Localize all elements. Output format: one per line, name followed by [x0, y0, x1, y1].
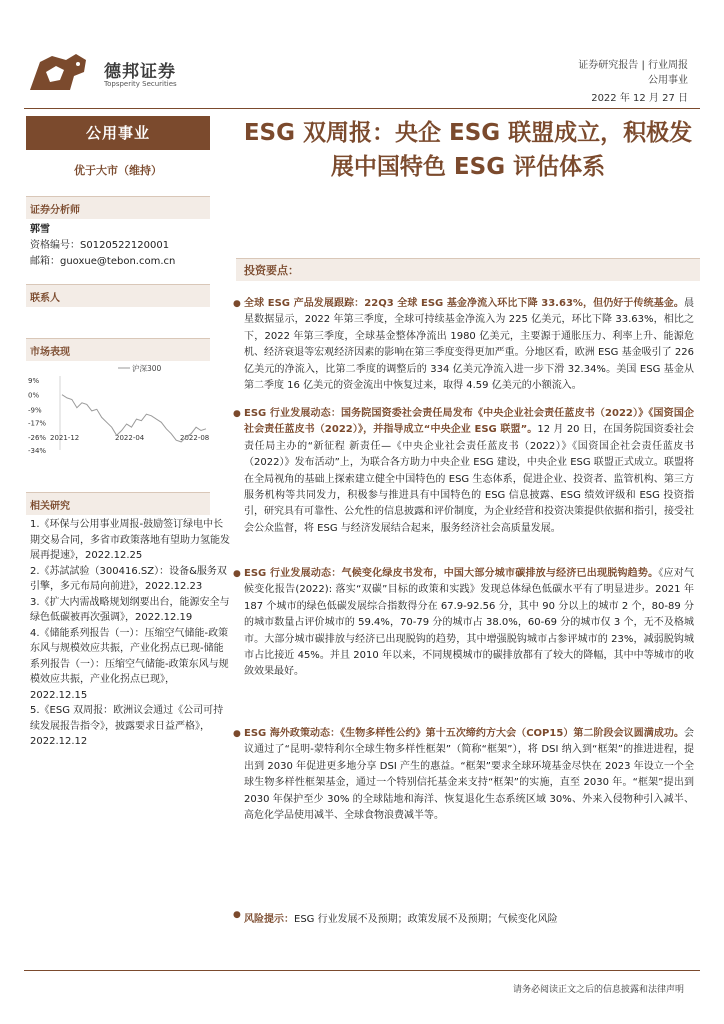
analyst-cert	[30, 236, 169, 251]
x-tick-label: 2021-12	[50, 434, 80, 442]
related-list	[30, 517, 230, 750]
x-tick-label: 2022-04	[115, 434, 145, 442]
related-item[interactable]: 4.《储能系列报告（一）：压缩空气储能-政策东风与规模效应共振，产业化拐点已现-储能系列报告（一）：压缩空气储能-政策东风与规模效应共振，产业化拐点已现》，2022.12.15	[30, 627, 229, 701]
report-type: 证券研究报告 | 行业周报	[578, 60, 688, 71]
key-point-body: 会议通过了“昆明-蒙特利尔全球生物多样性框架”（简称“框架”），将 DSI 纳入到“框架”的推进进程，提出到 2030 年促进更多地分享 DSI 产生的惠益。“框架”要求全球环境基金尽快在 2023 年设立一个全球生物多样性框架基金，通过一个特别信托基金来支持“框架”的实施，直至 2030 年。“框架”提出到 2030 年保护至少 30% 的全球陆地和海洋、恢复退化生态系统区域 30%、外来入侵物种引入减半、高危化学品使用减半、全球食物浪费减半等。	[244, 728, 694, 822]
analyst-cert-label: 资格编号：	[30, 240, 80, 251]
bullet-icon: ●	[233, 569, 241, 579]
analyst-email-label: 邮箱：	[30, 256, 60, 267]
related-item[interactable]: 3.《扩大内需战略规划纲要出台，能源安全与绿色低碳被再次强调》，2022.12.19	[30, 596, 230, 623]
key-point-body: 《应对气候变化报告(2022): 落实“双碳”目标的政策和实践》发现总体绿色低碳水平有了明显进步。2021 年 187 个城市的绿色低碳发展综合指数得分在 67.9-92.56 分，其中 90 分以上的城市 2 个，80-89 分的城市数量占评价城市的 59.4%，70-79 分的城市占 38.0%，60-69 分的城市仅 3 个，无不及格城市。大部分城市碳排放与经济已出现脱钩的趋势，其中增强脱钩城市占参评城市的 23%，减弱脱钩城市占比接近 45%。并且 2010 年以来，不同规模城市的碳排放都有了较大的降幅，其中中等城市的收敛效果最好。	[244, 568, 694, 678]
y-tick-label: 9%	[28, 377, 40, 385]
key-point-body: 12 月 20 日，在国务院国资委社会责任局主办的“新征程 新责任—《中央企业社会责任蓝皮书（2022）》《国资国企社会责任蓝皮书（2022）》发布活动”上，为联合各方助力中央企业 ESG 建设，中央企业 ESG 联盟正式成立。联盟将在全局视角的基础上探索建立健全中国特色的 ESG 生态体系，促进企业、投资者、监管机构、第三方服务机构等共同发力，积极参与推进具有中国特色的 ESG 信息披露、ESG 绩效评级和 ESG 投资指引，研究具有可靠性、公允性的信息披露和评价制度，为企业经营和投资决策提供依据和指引，接受社会公众监督，将 ESG 与经济发展结合起来，服务经济社会高质量发展。	[244, 424, 694, 534]
header-sector: 公用事业	[648, 75, 688, 86]
header-divider	[24, 108, 700, 109]
sector-box: 公用事业	[26, 116, 210, 150]
y-tick-label: -9%	[28, 406, 42, 415]
key-point-1	[233, 296, 694, 394]
bullet-icon: ●	[233, 409, 241, 419]
legend-label: 沪深300	[132, 364, 162, 373]
brand-name-cn: 德邦证券	[104, 62, 176, 82]
bullet-icon: ●	[233, 910, 241, 920]
y-tick-label: 0%	[28, 391, 40, 400]
related-item[interactable]: 5.《ESG 双周报：欧洲议会通过《公司可持续发展报告指令》，披露要求日益严格》，2022.12.12	[30, 705, 224, 747]
analyst-name: 郭雪	[30, 224, 50, 235]
key-point-lead: ESG 海外政策动态：《生物多样性公约》第十五次缔约方大会（COP15）第二阶段会议圆满成功。	[244, 728, 684, 739]
y-tick-label: -17%	[28, 419, 47, 428]
analyst-section-title: 证券分析师	[26, 196, 210, 219]
risk-lead: 风险提示：	[244, 914, 294, 925]
analyst-email	[30, 252, 175, 267]
key-point-body: 晨星数据显示，2022 年第三季度，全球可持续基金净流入为 225 亿美元，环比下降 33.63%，相比之下，2022 年第三季度，全球基金整体净流出 1980 亿美元，主要源于通胀压力、利率上升、能源危机、经济衰退等宏观经济因素的影响在第三季度变得更加严重。分地区看，欧洲 ESG 基金吸引了 226 亿美元的净流入，比第二季度的调整后的 334 亿美元净流入进一步下滑 32.34%。美国 ESG 基金从第二季度 16 亿美元的资金流出中恢复过来，取得 4.59 亿美元的小额流入。	[244, 298, 694, 392]
related-item[interactable]: 2.《苏試試验（300416.SZ）：设备&服务双引擎，多元布局向前进》，2022.12.23	[30, 565, 227, 592]
key-points-title: 投资要点：	[244, 264, 299, 277]
rating: 优于大市（维持）	[74, 164, 162, 177]
analyst-email-value[interactable]: guoxue@tebon.com.cn	[60, 256, 176, 267]
key-point-lead: ESG 行业发展动态：国务院国资委社会责任局发布《中央企业社会责任蓝皮书（2022）》《国资国企社会责任蓝皮书（2022）》，并指导成立“中央企业 ESG 联盟”。	[244, 408, 694, 436]
key-point-3	[233, 566, 694, 681]
market-performance-chart	[26, 356, 216, 458]
key-points-bar	[236, 258, 700, 281]
bullet-icon: ●	[233, 299, 241, 309]
bullet-icon: ●	[233, 729, 241, 739]
x-tick-label: 2022-08	[180, 434, 210, 442]
key-point-4	[233, 726, 694, 824]
risk-warning	[233, 910, 558, 925]
report-title: ESG 双周报：央企 ESG 联盟成立，积极发展中国特色 ESG 评估体系	[243, 120, 693, 180]
risk-body: ESG 行业发展不及预期；政策发展不及预期；气候变化风险	[294, 914, 558, 925]
y-tick-label: -26%	[28, 433, 47, 442]
key-point-lead: ESG 行业发展动态：气候变化绿皮书发布，中国大部分城市碳排放与经济已出现脱钩趋势。	[244, 568, 659, 579]
brand-name-en: Topsperity Securities	[104, 80, 177, 88]
y-tick-label: -34%	[28, 447, 47, 455]
related-item[interactable]: 1.《环保与公用事业周报-鼓励签订绿电中长期交易合同，多省市政策落地有望助力氢能发展再提速》，2022.12.25	[30, 519, 230, 561]
key-point-2	[233, 406, 694, 537]
contact-section-title: 联系人	[26, 284, 210, 307]
related-section-title: 相关研究	[26, 492, 210, 515]
market-section-title: 市场表现	[26, 338, 210, 361]
footer-divider	[24, 970, 700, 971]
key-point-lead: 全球 ESG 产品发展跟踪：22Q3 全球 ESG 基金净流入环比下降 33.63%，但仍好于传统基金。	[244, 298, 684, 309]
report-date: 2022 年 12 月 27 日	[591, 93, 688, 104]
footer-disclaimer[interactable]: 请务必阅读正文之后的信息披露和法律声明	[512, 985, 684, 995]
analyst-cert-value: S0120522120001	[80, 240, 170, 251]
brand-logo-icon	[26, 50, 98, 96]
